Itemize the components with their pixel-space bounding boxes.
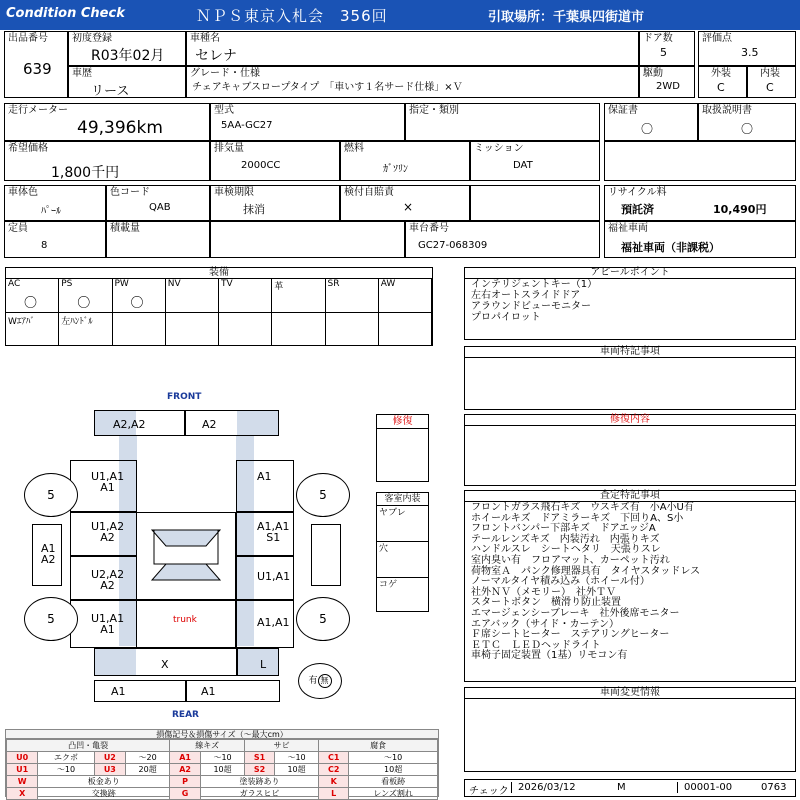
designation-cell: 指定・類別 <box>405 103 600 141</box>
panel-roof-side: A1 A2 <box>32 524 62 586</box>
equipment-title: 装備 <box>6 268 432 279</box>
doors-cell: ドア数 5 <box>639 31 695 66</box>
note-line: エアバック（サイド・カーテン） <box>471 618 619 630</box>
panel-r-mid1: A1,A1 S1 <box>236 512 294 556</box>
model: 5AA-GC27 <box>221 120 273 131</box>
history: リース <box>91 84 130 99</box>
panel-rear-left: A1 <box>94 680 186 702</box>
inspection-expiry: 抹消 <box>243 203 265 216</box>
car-cell: 車種名 セレナ <box>186 31 639 66</box>
note-line: フロントバンパー下部キズ ドアエッジA <box>471 523 656 535</box>
rear-label: REAR <box>172 710 199 720</box>
equipment-3: PW 〇 <box>113 279 166 313</box>
roof-frame <box>136 512 236 600</box>
header-bar <box>0 0 800 30</box>
desired-price: 1,800千円 <box>51 165 120 181</box>
chassis-cell: 車台番号 GC27-068309 <box>405 221 600 258</box>
auction-title: ＮＰＳ東京入札会 356回 <box>196 7 388 25</box>
note-line: Ｆ席シートヒーター ステアリングヒーター <box>471 629 670 641</box>
note-line: ホイールキズ ドアミラーキズ 下回りA、S小 <box>471 512 684 524</box>
panel-rear-l: L <box>237 648 279 676</box>
blank-cell <box>604 141 796 181</box>
exterior-grade: C <box>717 81 725 94</box>
drive: 2WD <box>656 81 680 92</box>
model-cell: 型式 5AA-GC27 <box>210 103 405 141</box>
note-line: 社外ＮＶ（メモリー） 社外ＴＶ <box>471 586 616 598</box>
car-name: セレナ <box>195 48 237 64</box>
interior-item-2: 穴 <box>377 542 428 578</box>
tire-rear-right: 5 <box>296 597 350 641</box>
panel-rear-right: A1 <box>186 680 280 702</box>
first-registration: R03年02月 <box>91 48 165 64</box>
ext-cell: 外装 C <box>698 66 747 98</box>
fuel: ｶﾞｿﾘﾝ <box>383 164 408 175</box>
repair-box: 修復 <box>376 414 429 482</box>
mileage: 49,396km <box>77 118 163 138</box>
panel-r-mid2: U1,A1 <box>236 556 294 600</box>
capacity-cell: 定員 8 <box>4 221 106 258</box>
note-line: 室内臭い有 フロアマット、カーペット汚れ <box>471 554 670 566</box>
panel-l-rear: U1,A1 A1 <box>70 600 137 648</box>
equipment-5: TV <box>219 279 272 313</box>
color-code: QAB <box>149 202 171 213</box>
recycle-fee: 10,490円 <box>713 203 767 216</box>
note-line: テールレンズキズ 内装汚れ 内張りキズ <box>471 533 660 545</box>
note-line: 荷物室Ａ パンク修理器具有 タイヤスタッドレス <box>471 565 701 577</box>
legend: 損傷記号＆損傷サイズ（～最大cm） 凸凹・亀裂 線キズ サビ 腐食 U0 エクボ U2 ～20 A1 ～10 S1 ～10 C1 ～10 U1 ～10 U3 20超 A2 10超 S2 10超 C2 10超 W 板金あり P 塗装跡あり K 看板跡 X 交換跡 G ガラスヒビ L レンズ割れ <box>5 729 439 797</box>
drive-cell: 駆動 2WD <box>639 66 695 98</box>
spare-tire: 有 無 <box>298 663 342 699</box>
body-color: ﾊﾟｰﾙ <box>41 206 61 217</box>
panel-r-rear: A1,A1 <box>236 600 294 648</box>
equipment-extra-3 <box>113 313 166 345</box>
displacement: 2000CC <box>241 160 281 171</box>
equipment-extra-6 <box>272 313 325 345</box>
mileage-cell: 走行メーター 49,396km <box>4 103 210 141</box>
panel-front-right: A2 <box>185 410 279 436</box>
manual: 〇 <box>741 122 754 136</box>
doors: 5 <box>660 46 667 59</box>
manual-cell: 取扱説明書 〇 <box>698 103 796 141</box>
note-line: フロントガラス飛石キズ ウスキズ有 小A小U有 <box>471 502 694 513</box>
equipment-table <box>5 267 433 346</box>
equipment-1: AC 〇 <box>6 279 59 313</box>
liability: × <box>403 200 414 214</box>
displacement-cell: 排気量 2000CC <box>210 141 340 181</box>
desired-cell: 希望価格 1,800千円 <box>4 141 210 181</box>
equipment-extra-2: 左ﾊﾝﾄﾞﾙ <box>59 313 112 345</box>
equipment-extra-7 <box>326 313 379 345</box>
warranty-cell: 保証書 〇 <box>604 103 698 141</box>
mission-cell: ミッション DAT <box>470 141 600 181</box>
equipment-6: 革 <box>272 279 325 313</box>
load-cell: 積載量 <box>106 221 210 258</box>
equipment-2: PS 〇 <box>59 279 112 313</box>
appeal-section: アピールポイント インテリジェントキー（1） 左右オートスライドドア アラウンドビューモニター プロパイロット <box>464 267 796 340</box>
tire-front-right: 5 <box>296 473 350 517</box>
chassis-number: GC27-068309 <box>418 240 488 251</box>
interior-box: 客室内装 ヤブレ 穴 コゲ <box>376 492 429 612</box>
car-diagram <box>0 388 440 723</box>
capacity: 8 <box>41 240 48 251</box>
appeal-line: アラウンドビューモニター <box>471 301 591 312</box>
footer-date: 2026/03/12 <box>511 782 576 793</box>
equipment-extra-1: Wｴｱﾊﾞ <box>6 313 59 345</box>
welfare-cell: 福祉車両 福祉車両（非課税） <box>604 221 796 258</box>
interior-item-3: コゲ <box>379 580 398 590</box>
note-line: エマージェンシーブレーキ 社外後席モニター <box>471 607 680 619</box>
appeal-line: プロパイロット <box>471 312 541 323</box>
lot-number: 639 <box>23 60 52 78</box>
appeal-line: 左右オートスライドドア <box>471 290 581 301</box>
color-cell: 車体色 ﾊﾟｰﾙ <box>4 185 106 221</box>
note-line: 車椅子固定装置（1基）リモコン有 <box>471 650 628 662</box>
tire-rear-left: 5 <box>24 597 78 641</box>
panel-l-mid1: U1,A2 A2 <box>70 512 137 556</box>
mission: DAT <box>513 160 533 171</box>
panel-front-left: A2,A2 <box>94 410 185 436</box>
panel-right-side <box>311 524 341 586</box>
welfare: 福祉車両（非課税） <box>621 241 720 254</box>
tire-front-left: 5 <box>24 473 78 517</box>
liability-ext <box>470 185 600 221</box>
equipment-8: AW <box>379 279 432 313</box>
interior-item-1: ヤブレ <box>377 506 428 542</box>
fuel-cell: 燃料 ｶﾞｿﾘﾝ <box>340 141 470 181</box>
footer-bar: チェック 2026/03/12 M 00001-00 0763 <box>464 779 796 797</box>
score: 3.5 <box>741 46 759 59</box>
appeal-line: インテリジェントキー（1） <box>471 279 598 290</box>
front-label: FRONT <box>167 392 202 402</box>
equipment-4: NV <box>166 279 219 313</box>
panel-lf-door: U1,A1 A1 <box>70 460 137 512</box>
grade-cell: グレード・仕様 チェアキャブスロープタイプ 「車いす１名サード仕様」×Ｖ <box>186 66 639 98</box>
equipment-7: SR <box>326 279 379 313</box>
recycle-status: 預託済 <box>621 203 654 216</box>
note-line: スタートボタン 横滑り防止装置 <box>471 597 621 609</box>
interior-grade: C <box>766 81 774 94</box>
repair-section: 修復内容 <box>464 414 796 486</box>
grade: チェアキャブスロープタイプ 「車いす１名サード仕様」×Ｖ <box>192 82 463 93</box>
lot-cell: 出品番号 639 <box>4 31 68 98</box>
score-cell: 評価点 3.5 <box>698 31 796 66</box>
changes-section: 車両変更情報 <box>464 687 796 772</box>
recycle-cell: リサイクル料 預託済 10,490円 <box>604 185 796 221</box>
inspection-notes-section: 査定特記事項 フロントガラス飛石キズ ウスキズ有 小A小U有 ホイールキズ ドアミラーキズ 下回りA、S小 フロントバンパー下部キズ ドアエッジA テールレンズキズ 内装汚れ 内張りキズ ハンドルスレ シートヘタリ 天張りスレ 室内臭い有 フロアマット、カーペット汚れ 荷物室Ａ パンク修理器具有 タイヤスタッドレス ノーマルタイヤ積み込み（ホイール付） 社外ＮＶ（メモリー） 社外ＴＶ スタートボタン 横滑り防止装置 エマージェンシーブレーキ 社外後席モニター エアバック（サイド・カーテン） Ｆ席シートヒーター ステアリングヒーター ＥＴＣ ＬＥＤヘッドライト 車椅子固定装置（1基）リモコン有 <box>464 490 796 682</box>
panel-trunk: trunk <box>136 600 236 648</box>
equipment-extra-4 <box>166 313 219 345</box>
history-cell: 車歴 リース <box>68 66 186 98</box>
equipment-extra-5 <box>219 313 272 345</box>
note-line: ノーマルタイヤ積み込み（ホイール付） <box>471 576 650 588</box>
note-line: ＥＴＣ ＬＥＤヘッドライト <box>471 639 601 651</box>
logo-text: Condition Check <box>6 6 125 21</box>
reg-cell: 初度登録 R03年02月 <box>68 31 186 66</box>
pickup-location: 引取場所：千葉県四街道市 <box>488 10 645 25</box>
warranty: 〇 <box>641 122 654 136</box>
panel-rear-x: X <box>94 648 237 676</box>
blank-cell-2 <box>210 221 405 258</box>
liability-cell: 検付自賠責 × <box>340 185 470 221</box>
note-line: ハンドルスレ シートヘタリ 天張りスレ <box>471 544 661 556</box>
special-section: 車両特記事項 <box>464 346 796 410</box>
int-cell: 内装 C <box>747 66 796 98</box>
panel-rf-door: A1 <box>236 460 294 512</box>
inspection-cell: 車検期限 抹消 <box>210 185 340 221</box>
panel-l-mid2: U2,A2 A2 <box>70 556 137 600</box>
colorcode-cell: 色コード QAB <box>106 185 210 221</box>
equipment-extra-8 <box>379 313 432 345</box>
